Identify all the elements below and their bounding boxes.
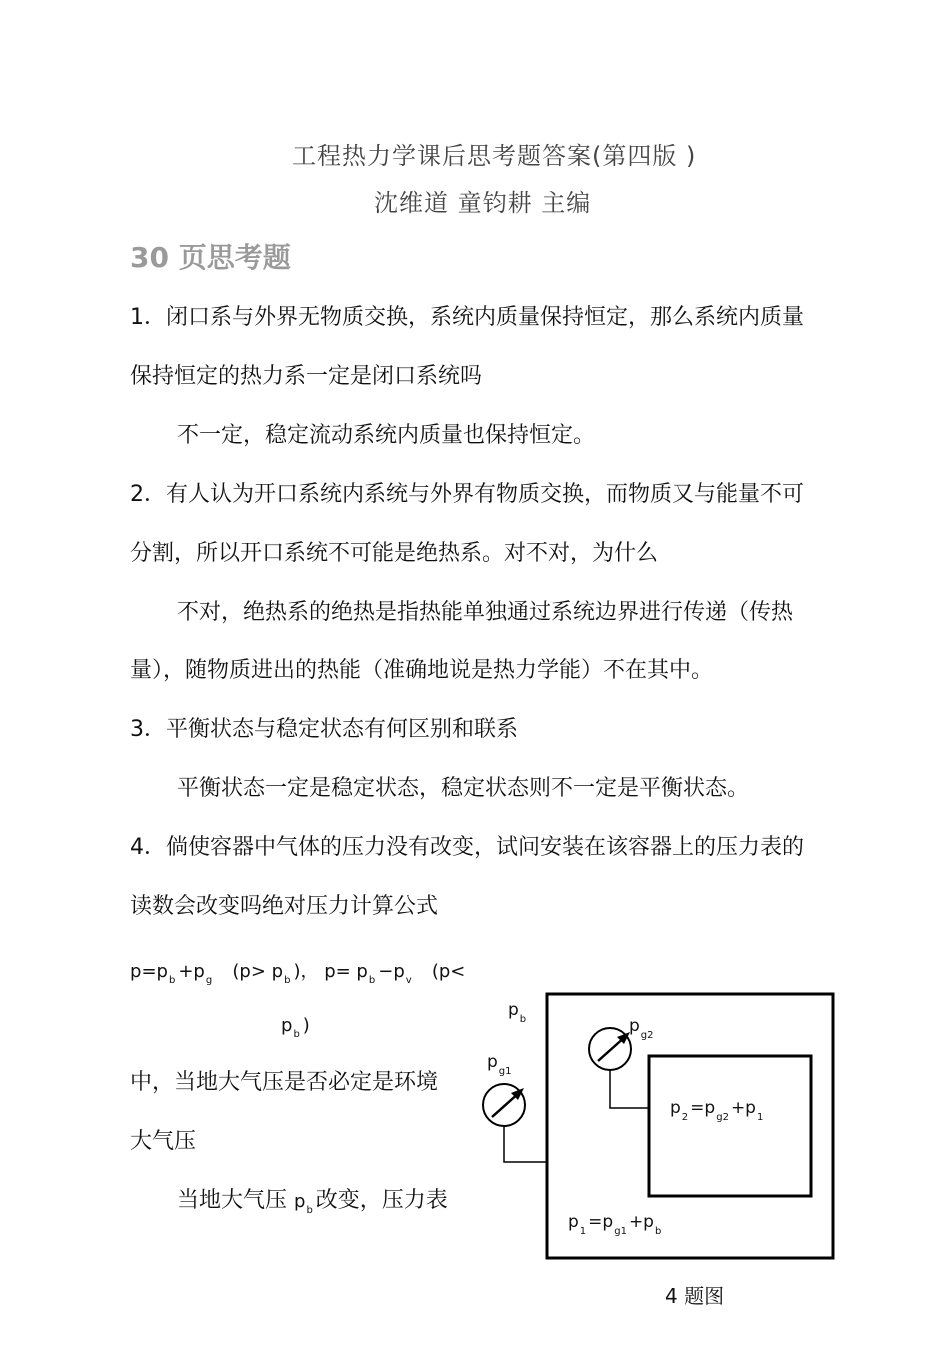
question-3: 3．平衡状态与稳定状态有何区别和联系 (130, 717, 518, 742)
label-pg1: $p_{g1}$ (487, 1052, 512, 1077)
label-pb: $p_b$ (508, 1000, 527, 1025)
question-4-line-2: 读数会改变吗绝对压力计算公式 (130, 894, 439, 919)
figure-caption: 4 题图 (665, 1284, 725, 1308)
formula-condition-continuation: $p_b$ ) (281, 1015, 310, 1040)
gauge-2-pipe (610, 1070, 649, 1108)
question-4-line-3: 中，当地大气压是否必定是环境 (130, 1070, 439, 1095)
document-title: 工程热力学课后思考题答案(第四版 ) (292, 142, 697, 170)
question-1-line-2: 保持恒定的热力系一定是闭口系统吗 (130, 364, 483, 389)
answer-2-line-2: 量），随物质进出的热能（准确地说是热力学能）不在其中。 (130, 658, 714, 683)
answer-2-line-1: 不对，绝热系的绝热是指热能单独通过系统边界进行传递（传热 (177, 600, 794, 625)
label-p2-equation: $p_2 =p_{g2} +p_1$ (670, 1098, 764, 1123)
question-2-line-2: 分割，所以开口系统不可能是绝热系。对不对，为什么 (130, 541, 659, 566)
document-authors: 沈维道 童钧耕 主编 (374, 189, 592, 217)
question-1-line-1: 1．闭口系与外界无物质交换，系统内质量保持恒定，那么系统内质量 (130, 305, 804, 330)
label-pg2: $p_{g2}$ (629, 1016, 654, 1041)
answer-1: 不一定，稳定流动系统内质量也保持恒定。 (177, 423, 596, 448)
absolute-pressure-formula: $p=p_b +p_g$ ($p> p_b$ )， $p= p_b -p_v$ (p< (130, 961, 466, 986)
answer-3: 平衡状态一定是稳定状态，稳定状态则不一定是平衡状态。 (177, 776, 750, 801)
gauge-1-icon (483, 1084, 525, 1126)
question-2-line-1: 2．有人认为开口系统内系统与外界有物质交换，而物质又与能量不可 (130, 482, 804, 507)
answer-4: 当地大气压 $p_b$ 改变，压力表 (177, 1188, 448, 1216)
gauge-1-pipe (504, 1126, 547, 1162)
gauge-2-icon (589, 1028, 631, 1070)
section-title: 30 页思考题 (130, 241, 291, 274)
question-4-line-4: 大气压 (130, 1129, 197, 1154)
label-p1-equation: $p_1 =p_{g1} +p_b$ (568, 1212, 662, 1237)
question-4-line-1: 4．倘使容器中气体的压力没有改变，试问安装在该容器上的压力表的 (130, 835, 804, 860)
inner-container (649, 1056, 811, 1196)
